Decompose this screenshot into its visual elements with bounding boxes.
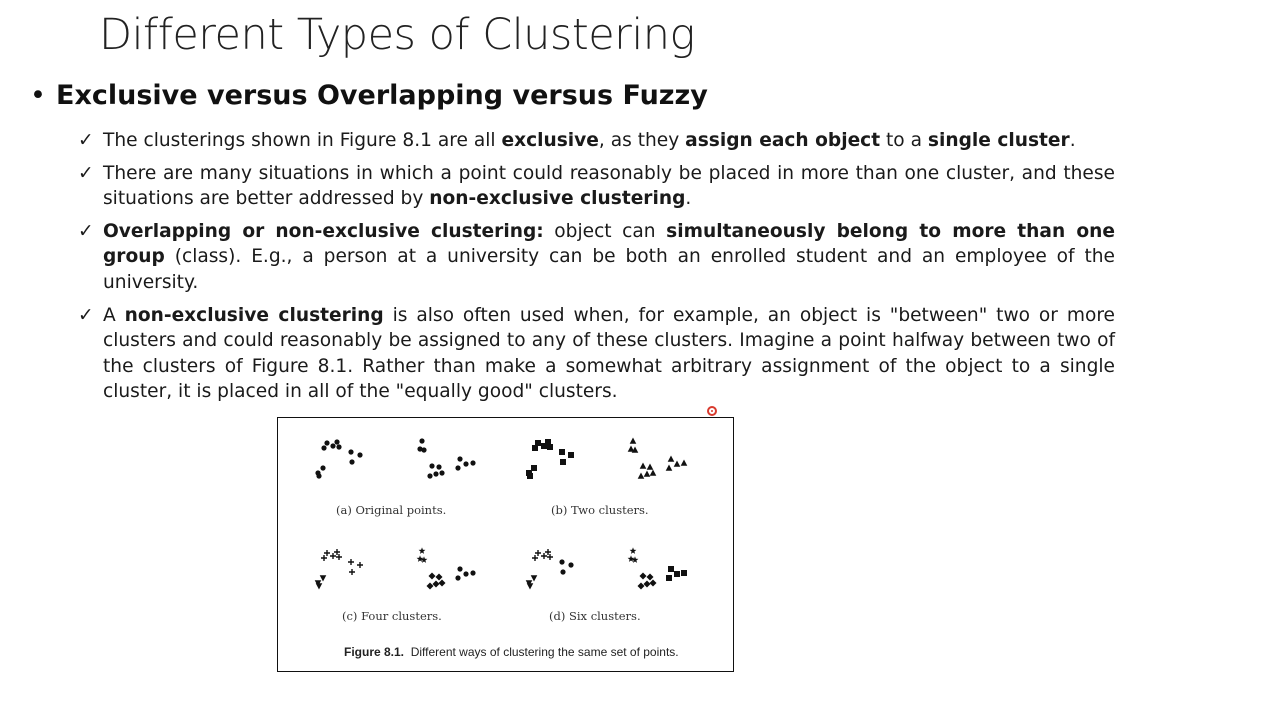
star-marker <box>632 556 639 563</box>
point-marker <box>321 445 326 450</box>
point-marker <box>470 570 475 575</box>
triangle-marker <box>647 464 654 470</box>
square-marker <box>568 452 574 458</box>
point-marker <box>419 438 424 443</box>
star-marker <box>417 555 424 562</box>
triangle-marker <box>650 470 657 476</box>
bold-text-run: non-exclusive clustering <box>124 304 384 326</box>
triangle-marker <box>638 473 645 479</box>
star-marker <box>630 547 637 554</box>
panel-a-caption: (a) Original points. <box>336 503 447 517</box>
text-run: to a <box>880 130 928 151</box>
plus-marker <box>541 553 547 559</box>
text-run: is also often used when, for example, an object is "between" two or more clusters and could reasonably be assigned to any of these clusters. Imagine a point halfway between two of the clusters of Figure 8.1. Rather than make a somewhat arbitrary assignment of the object to a single cluster, it is placed in all of the "equally good" clusters. <box>103 304 1115 403</box>
point-marker <box>316 473 321 478</box>
plus-marker <box>321 555 327 561</box>
text-run: object can <box>543 220 667 242</box>
text-run: . <box>1069 130 1076 151</box>
diamond-marker <box>644 581 651 588</box>
plus-marker <box>348 559 354 565</box>
point-marker <box>324 440 329 445</box>
bullet-dot: • <box>30 80 46 111</box>
checkmark-icon: ✓ <box>78 220 94 242</box>
checkmark-icon: ✓ <box>78 304 94 326</box>
bold-text-run: single cluster <box>927 130 1070 151</box>
sub-bullet-item <box>78 161 1115 212</box>
bold-text-run: non-exclusive clustering <box>429 188 686 210</box>
figure-caption-text: Different ways of clustering the same set of points. <box>410 645 679 659</box>
star-marker <box>628 555 635 562</box>
diamond-marker <box>439 580 446 587</box>
point-marker <box>336 444 341 449</box>
point-marker <box>455 465 460 470</box>
diamond-marker <box>427 583 434 590</box>
point-marker <box>559 559 564 564</box>
sub-bullet-item <box>78 303 1115 405</box>
diamond-marker <box>638 583 645 590</box>
point-marker <box>330 443 335 448</box>
triangle-marker <box>668 456 675 462</box>
square-marker <box>666 575 672 581</box>
bold-text-run: assign each object <box>685 130 881 151</box>
square-marker <box>681 570 687 576</box>
text-run: (class). E.g., a person at a university can be both an enrolled student and an employee of the university. <box>103 246 1115 293</box>
point-marker <box>427 473 432 478</box>
triangle-marker <box>681 460 688 466</box>
plus-marker <box>357 562 363 568</box>
plus-marker <box>535 550 541 556</box>
text-run: There are many situations in which a point could reasonably be placed in more than one cluster, and these situations are better addressed by <box>103 162 1115 210</box>
bold-text-run: Overlapping or non-exclusive clustering: <box>103 220 544 242</box>
down-triangle-marker <box>316 583 323 589</box>
figure-caption <box>344 645 679 659</box>
point-marker <box>348 449 353 454</box>
text-run: The clusterings shown in Figure 8.1 are all <box>103 130 502 151</box>
triangle-marker <box>628 446 635 452</box>
triangle-marker <box>666 465 673 471</box>
diamond-marker <box>433 581 440 588</box>
main-bullet <box>30 80 708 111</box>
point-marker <box>357 452 362 457</box>
point-marker <box>429 463 434 468</box>
triangle-marker <box>674 461 681 467</box>
diamond-marker <box>640 573 647 580</box>
point-marker <box>455 575 460 580</box>
sub-bullet-item <box>78 219 1115 296</box>
laser-pointer-icon <box>707 406 717 416</box>
plus-marker <box>324 550 330 556</box>
triangle-marker <box>644 471 651 477</box>
square-marker <box>559 449 565 455</box>
sub-bullet-item <box>78 128 1115 154</box>
panel-d-caption: (d) Six clusters. <box>549 609 641 623</box>
panel-b-caption: (b) Two clusters. <box>551 503 649 517</box>
sub-bullet-list <box>78 128 1115 412</box>
bold-text-run: exclusive <box>501 130 599 151</box>
point-marker <box>457 566 462 571</box>
slide-title: Different Types of Clustering <box>99 10 695 60</box>
point-marker <box>436 464 441 469</box>
point-marker <box>463 461 468 466</box>
point-marker <box>470 460 475 465</box>
point-marker <box>334 439 339 444</box>
text-run: . <box>685 188 692 210</box>
cluster-figure-graphic <box>278 418 735 673</box>
square-marker <box>674 571 680 577</box>
square-marker <box>560 459 566 465</box>
point-marker <box>417 446 422 451</box>
text-run: A <box>103 304 125 326</box>
down-triangle-marker <box>527 583 534 589</box>
triangle-marker <box>630 438 637 444</box>
diamond-marker <box>429 573 436 580</box>
square-marker <box>668 566 674 572</box>
star-marker <box>419 547 426 554</box>
diamond-marker <box>436 574 443 581</box>
point-marker <box>433 471 438 476</box>
diamond-marker <box>647 574 654 581</box>
plus-marker <box>349 569 355 575</box>
diamond-marker <box>650 580 657 587</box>
checkmark-icon: ✓ <box>78 162 94 184</box>
plus-marker <box>532 555 538 561</box>
figure-caption-label: Figure 8.1. <box>344 645 405 659</box>
panel-c-caption: (c) Four clusters. <box>342 609 442 623</box>
bold-text-run: simultaneously belong to more than one group <box>103 220 1115 268</box>
square-marker <box>532 445 538 451</box>
checkmark-icon: ✓ <box>78 130 94 151</box>
star-marker <box>421 556 428 563</box>
point-marker <box>457 456 462 461</box>
point-marker <box>320 465 325 470</box>
triangle-marker <box>640 463 647 469</box>
square-marker <box>527 473 533 479</box>
figure-8-1 <box>277 417 734 672</box>
point-marker <box>568 562 573 567</box>
text-run: , as they <box>598 130 686 151</box>
point-marker <box>349 459 354 464</box>
main-bullet-text: Exclusive versus Overlapping versus Fuzzy <box>56 80 708 111</box>
point-marker <box>560 569 565 574</box>
plus-marker <box>330 553 336 559</box>
point-marker <box>439 470 444 475</box>
point-marker <box>463 571 468 576</box>
square-marker <box>545 439 551 445</box>
